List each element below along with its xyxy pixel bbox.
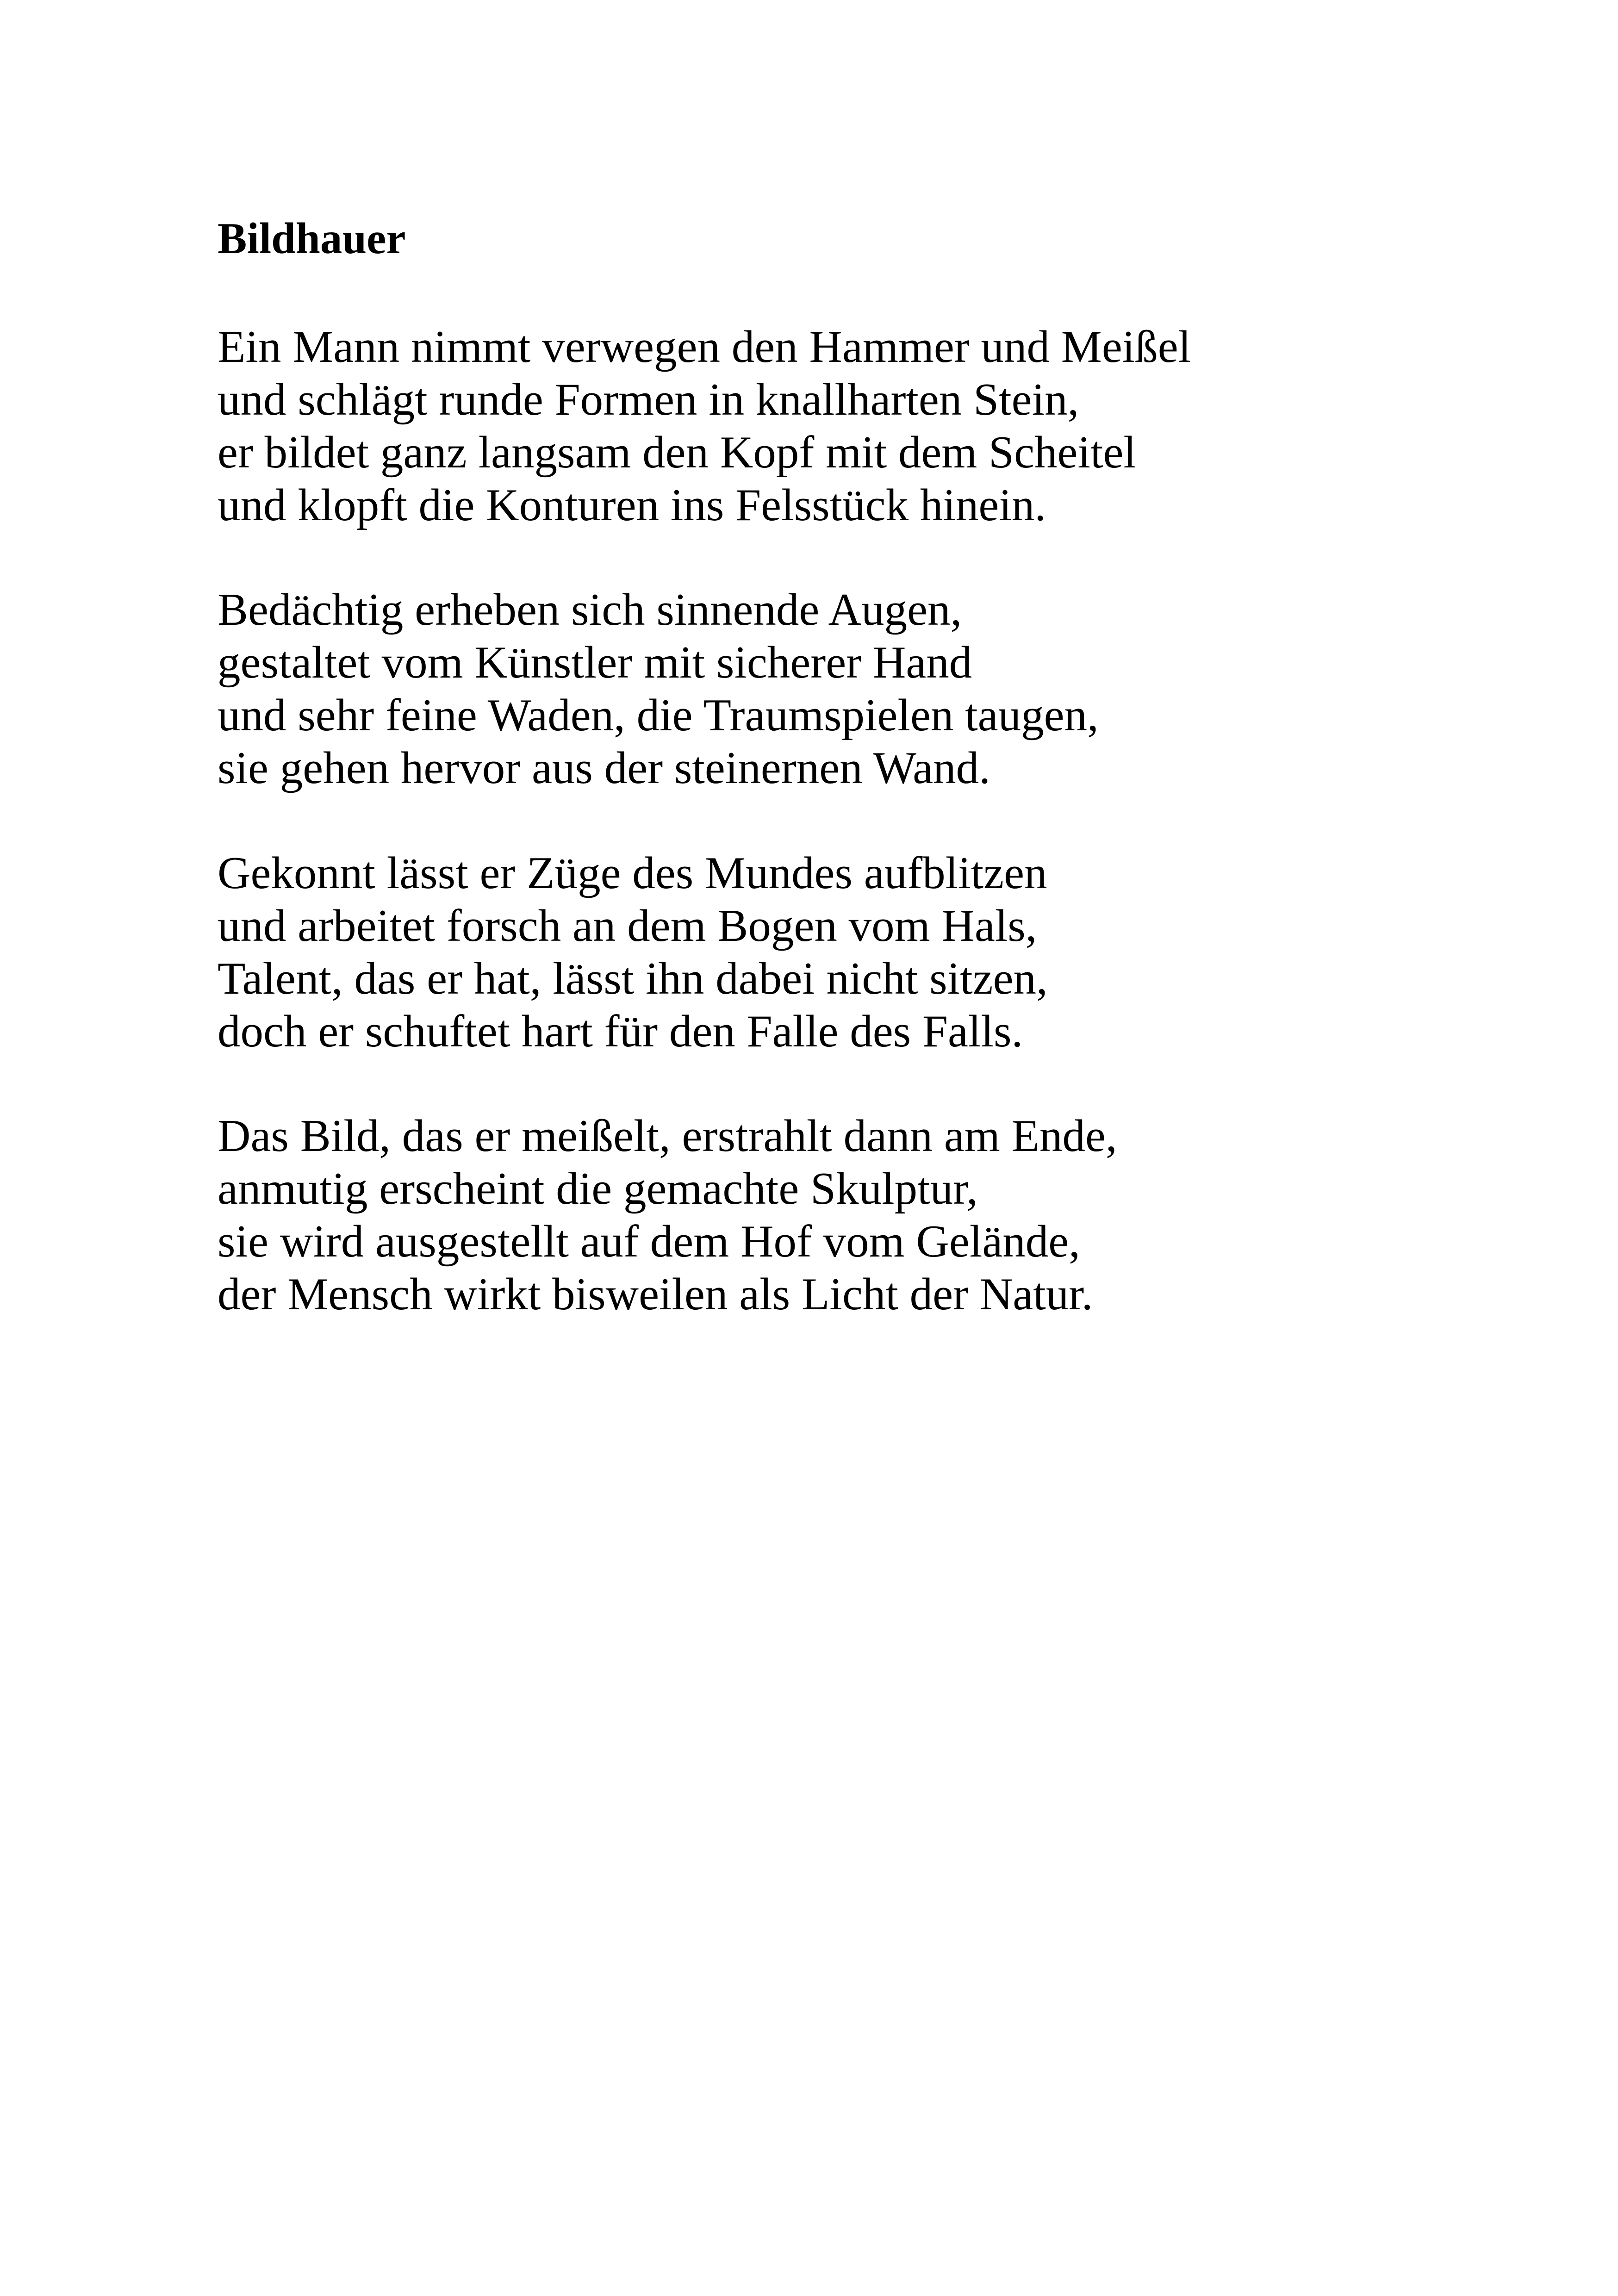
poem-line: und arbeitet forsch an dem Bogen vom Hals,: [218, 901, 1037, 951]
stanza-4: [218, 1110, 1117, 1321]
poem-line: Talent, das er hat, lässt ihn dabei nicht sitzen,: [218, 953, 1048, 1004]
poem-line: und schlägt runde Formen in knallharten Stein,: [218, 374, 1079, 425]
stanza-2: [218, 584, 1099, 795]
poem-line: gestaltet vom Künstler mit sicherer Hand: [218, 637, 972, 688]
poem-line: Bedächtig erheben sich sinnende Augen,: [218, 585, 962, 635]
poem-line: Ein Mann nimmt verwegen den Hammer und Meißel: [218, 322, 1191, 372]
poem-line: anmutig erscheint die gemachte Skulptur,: [218, 1164, 978, 1214]
stanza-1: [218, 321, 1191, 532]
poem-line: der Mensch wirkt bisweilen als Licht der Natur.: [218, 1269, 1093, 1319]
stanza-3: [218, 847, 1048, 1058]
poem-line: und sehr feine Waden, die Traumspielen taugen,: [218, 690, 1099, 740]
poem-line: doch er schuftet hart für den Falle des Falls.: [218, 1006, 1023, 1057]
poem-line: er bildet ganz langsam den Kopf mit dem Scheitel: [218, 427, 1136, 478]
poem-title: Bildhauer: [218, 214, 406, 263]
poem-line: sie gehen hervor aus der steinernen Wand.: [218, 743, 990, 793]
poem-line: sie wird ausgestellt auf dem Hof vom Gelände,: [218, 1216, 1080, 1267]
poem-line: Gekonnt lässt er Züge des Mundes aufblitzen: [218, 848, 1047, 898]
poem-line: Das Bild, das er meißelt, erstrahlt dann am Ende,: [218, 1111, 1117, 1161]
poem-line: und klopft die Konturen ins Felsstück hinein.: [218, 480, 1046, 530]
